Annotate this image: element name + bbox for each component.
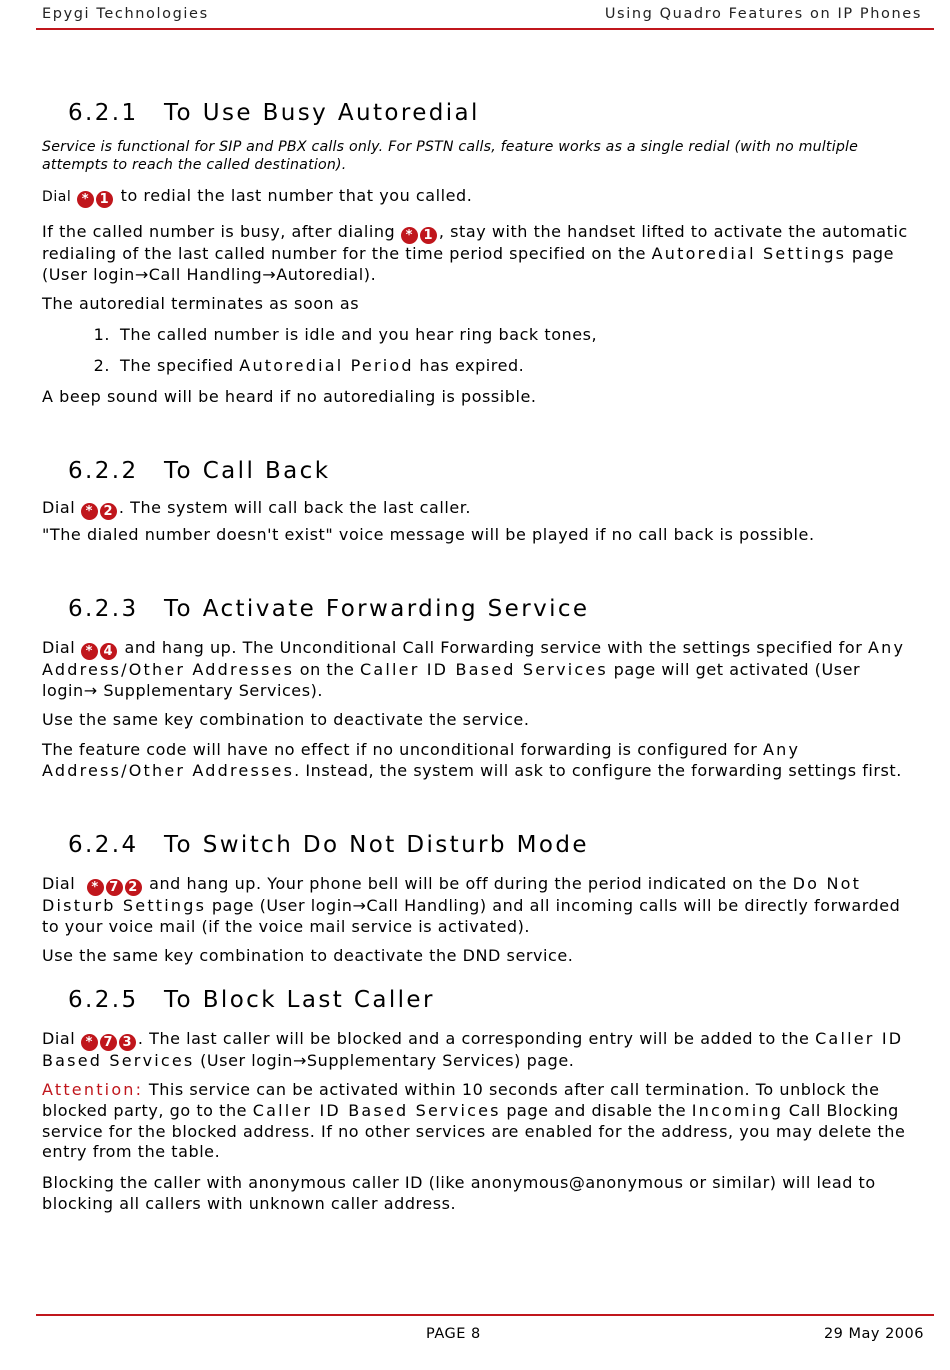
- key-1-icon: 1: [420, 227, 437, 244]
- paragraph-dial-redial: Dial * 1 to redial the last number that you called.: [42, 186, 473, 207]
- arrow-icon: →: [83, 680, 98, 700]
- paragraph-voice-message: "The dialed number doesn't exist" voice message will be played if no call back is possible.: [42, 525, 815, 544]
- key-7-icon: 7: [100, 1034, 117, 1051]
- paragraph-no-effect: The feature code will have no effect if no unconditional forwarding is configured for Any Address/Other Addresses. Instead, the system will ask to configure the forwarding settings first.: [42, 740, 902, 780]
- paragraph-dial-forwarding: Dial * 4 and hang up. The Unconditional Call Forwarding service with the settings specified for Any Address/Other Addresses on the Caller ID Based Services page will get activated (User login→ Supplementary Services).: [42, 638, 906, 700]
- page-number: PAGE 8: [426, 1326, 481, 1342]
- star-key-icon: *: [81, 643, 98, 660]
- section-heading-forwarding: 6.2.3 To Activate Forwarding Service: [68, 596, 590, 622]
- footer-rule: [36, 1314, 934, 1316]
- paragraph-anonymous: Blocking the caller with anonymous caller ID (like anonymous@anonymous or similar) will lead to blocking all callers with unknown caller address.: [42, 1173, 876, 1213]
- key-2-icon: 2: [100, 503, 117, 520]
- service-note: Service is functional for SIP and PBX calls only. For PSTN calls, feature works as a single redial (with no multiple attempts to reach the called destination).: [42, 139, 859, 173]
- key-2-icon: 2: [125, 879, 142, 896]
- paragraph-dial-dnd: Dial * 7 2 and hang up. Your phone bell will be off during the period indicated on the Do Not Disturb Settings page (User login→Call Handling) and all incoming calls will be directly forwarded to your voice mail (if the voice mail service is activated).: [42, 874, 901, 936]
- key-3-icon: 3: [119, 1034, 136, 1051]
- star-key-icon: *: [77, 191, 94, 208]
- header-company: Epygi Technologies: [42, 6, 209, 22]
- paragraph-autoredial-description: If the called number is busy, after dialing * 1 , stay with the handset lifted to activate the automatic redialing of the last called number for the time period specified on the Autoredial Settings page (User login→Call Handling→Autoredial).: [42, 222, 908, 284]
- key-4-icon: 4: [100, 643, 117, 660]
- paragraph-dial-call-back: Dial * 2 . The system will call back the last caller.: [42, 498, 472, 519]
- section-heading-call-back: 6.2.2 To Call Back: [68, 458, 331, 484]
- key-1-icon: 1: [96, 191, 113, 208]
- footer-date: 29 May 2006: [823, 1326, 924, 1342]
- paragraph-attention: Attention: This service can be activated within 10 seconds after call termination. To unblock the blocked party, go to the Caller ID Based Services page and disable the Incoming Call Blocking service for the blocked address. If no other services are enabled for the address, you may delete the entry from the table.: [42, 1080, 906, 1162]
- paragraph-beep: A beep sound will be heard if no autoredialing is possible.: [42, 387, 537, 406]
- section-heading-block-caller: 6.2.5 To Block Last Caller: [68, 987, 435, 1013]
- attention-label: Attention:: [42, 1080, 144, 1099]
- key-7-icon: 7: [106, 879, 123, 896]
- section-heading-busy-autoredial: 6.2.1 To Use Busy Autoredial: [68, 100, 480, 126]
- star-key-icon: *: [81, 1034, 98, 1051]
- page-header: [36, 4, 924, 24]
- arrow-icon: →: [262, 264, 277, 284]
- arrow-icon: →: [292, 1051, 307, 1070]
- star-key-icon: *: [87, 879, 104, 896]
- section-heading-dnd: 6.2.4 To Switch Do Not Disturb Mode: [68, 832, 589, 858]
- header-rule: [36, 28, 934, 30]
- paragraph-deactivate-dnd: Use the same key combination to deactivate the DND service.: [42, 946, 574, 965]
- list-item: 2. The specified Autoredial Period has expired.: [93, 356, 525, 375]
- header-document-title: Using Quadro Features on IP Phones: [604, 6, 922, 22]
- star-key-icon: *: [401, 227, 418, 244]
- paragraph-dial-block: Dial * 7 3 . The last caller will be blocked and a corresponding entry will be added to the Caller ID Based Services (User login→Supplementary Services) page.: [42, 1029, 904, 1070]
- paragraph-terminates: The autoredial terminates as soon as: [42, 294, 360, 313]
- paragraph-deactivate: Use the same key combination to deactivate the service.: [42, 710, 530, 729]
- list-item: 1. The called number is idle and you hear ring back tones,: [93, 325, 598, 344]
- star-key-icon: *: [81, 503, 98, 520]
- arrow-icon: →: [134, 264, 149, 284]
- arrow-icon: →: [352, 896, 367, 915]
